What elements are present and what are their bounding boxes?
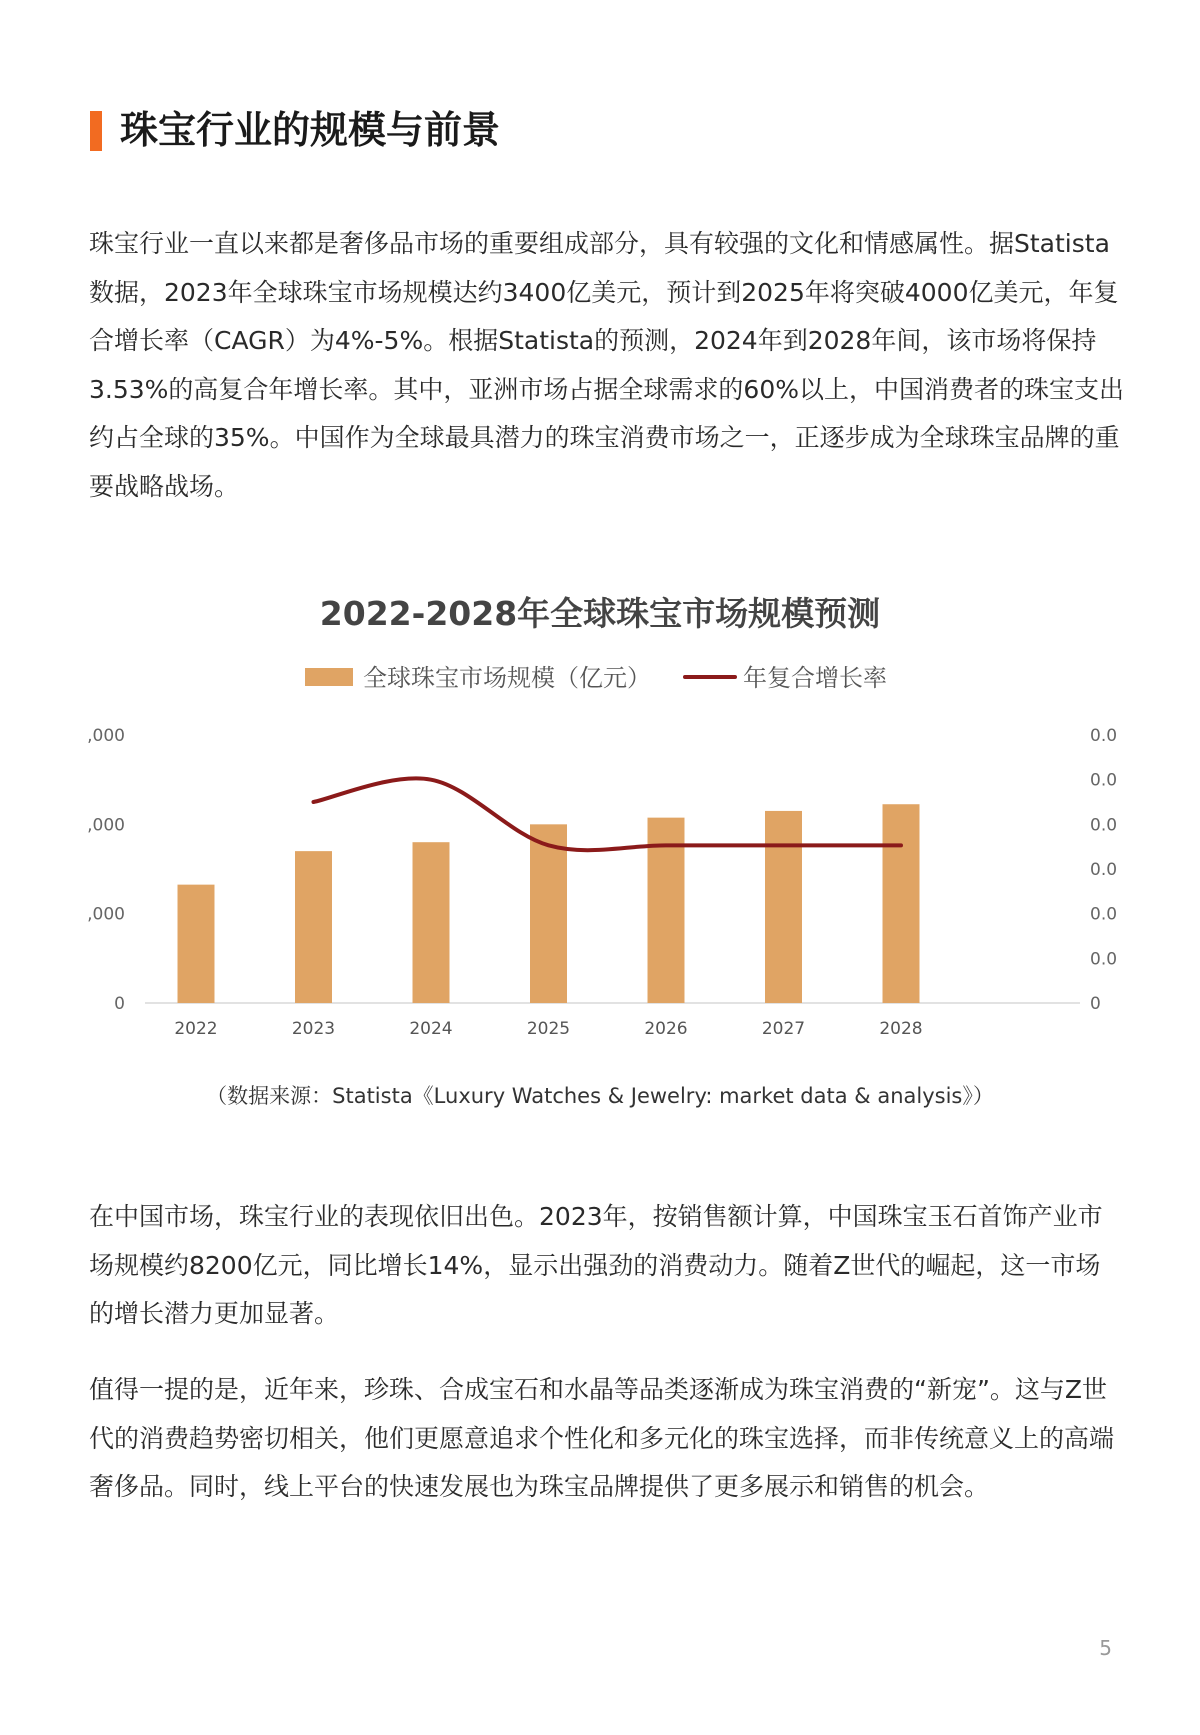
paragraph-china-market: 在中国市场，珠宝行业的表现依旧出色。2023年，按销售额计算，中国珠宝玉石首饰产业市场规模约8200亿元，同比增长14%，显示出强劲的消费动力。随着Z世代的崛起，这一市场的增长潜力更加显著。	[89, 1202, 1103, 1328]
bar-2023	[295, 851, 332, 1003]
y-right-tick-label: 0.0	[1090, 770, 1118, 791]
paragraph-global-market: 珠宝行业一直以来都是奢侈品市场的重要组成部分，具有较强的文化和情感属性。据Statista数据，2023年全球珠宝市场规模达约3400亿美元，预计到2025年将突破4000亿美元，年复合增长率（CAGR）为4%-5%。根据Statista的预测，2024年到2028年间，该市场将保持3.53%的高复合年增长率。其中，亚洲市场占据全球需求的60%以上，中国消费者的珠宝支出约占全球的35%。中国作为全球最具潜力的珠宝消费市场之一，正逐步成为全球珠宝品牌的重要战略战场。	[89, 229, 1124, 501]
x-tick-label-2024: 2024	[409, 1019, 453, 1039]
market-size-chart	[0, 580, 1200, 1070]
y-right-tick-label: 0	[1090, 994, 1101, 1014]
x-tick-label-2027: 2027	[761, 1019, 806, 1039]
bar-2022	[178, 885, 215, 1003]
y-right-tick-label: 0.0	[1090, 815, 1118, 836]
x-tick-label-2025: 2025	[526, 1019, 571, 1039]
x-tick-label-2023: 2023	[291, 1019, 336, 1039]
y-right-tick-label: 0.0	[1090, 726, 1118, 746]
y-right-tick-label: 0.0	[1090, 860, 1118, 880]
bar-2027	[765, 811, 802, 1003]
bar-2025	[530, 824, 567, 1003]
x-tick-label-2026: 2026	[644, 1019, 688, 1039]
y-left-tick-label: 0	[114, 994, 125, 1014]
section-heading: 珠宝行业的规模与前景	[120, 108, 501, 152]
heading-accent-bar	[90, 111, 102, 151]
page-number: 5	[1099, 1636, 1112, 1660]
legend-label-market-size: 全球珠宝市场规模（亿元）	[363, 664, 651, 692]
y-left-tick-label: ,000	[87, 726, 125, 746]
legend-swatch-market-size	[305, 668, 353, 686]
legend-label-cagr: 年复合增长率	[743, 664, 887, 692]
x-tick-label-2028: 2028	[879, 1019, 923, 1039]
bar-2024	[413, 842, 450, 1003]
bar-2028	[883, 804, 920, 1003]
y-right-tick-label: 0.0	[1090, 949, 1118, 970]
cagr-line	[314, 778, 902, 850]
chart-source-note: （数据来源：Statista《Luxury Watches & Jewelry: market data & analysis》）	[206, 1084, 994, 1108]
y-left-tick-label: ,000	[87, 815, 125, 836]
y-left-tick-label: ,000	[87, 904, 125, 925]
paragraph-new-categories: 值得一提的是，近年来，珍珠、合成宝石和水晶等品类逐渐成为珠宝消费的“新宠”。这与Z世代的消费趋势密切相关，他们更愿意追求个性化和多元化的珠宝选择，而非传统意义上的高端奢侈品。同时，线上平台的快速发展也为珠宝品牌提供了更多展示和销售的机会。	[89, 1375, 1115, 1501]
y-right-tick-label: 0.0	[1090, 904, 1118, 925]
chart-title: 2022-2028年全球珠宝市场规模预测	[319, 594, 881, 633]
x-tick-label-2022: 2022	[174, 1019, 218, 1039]
